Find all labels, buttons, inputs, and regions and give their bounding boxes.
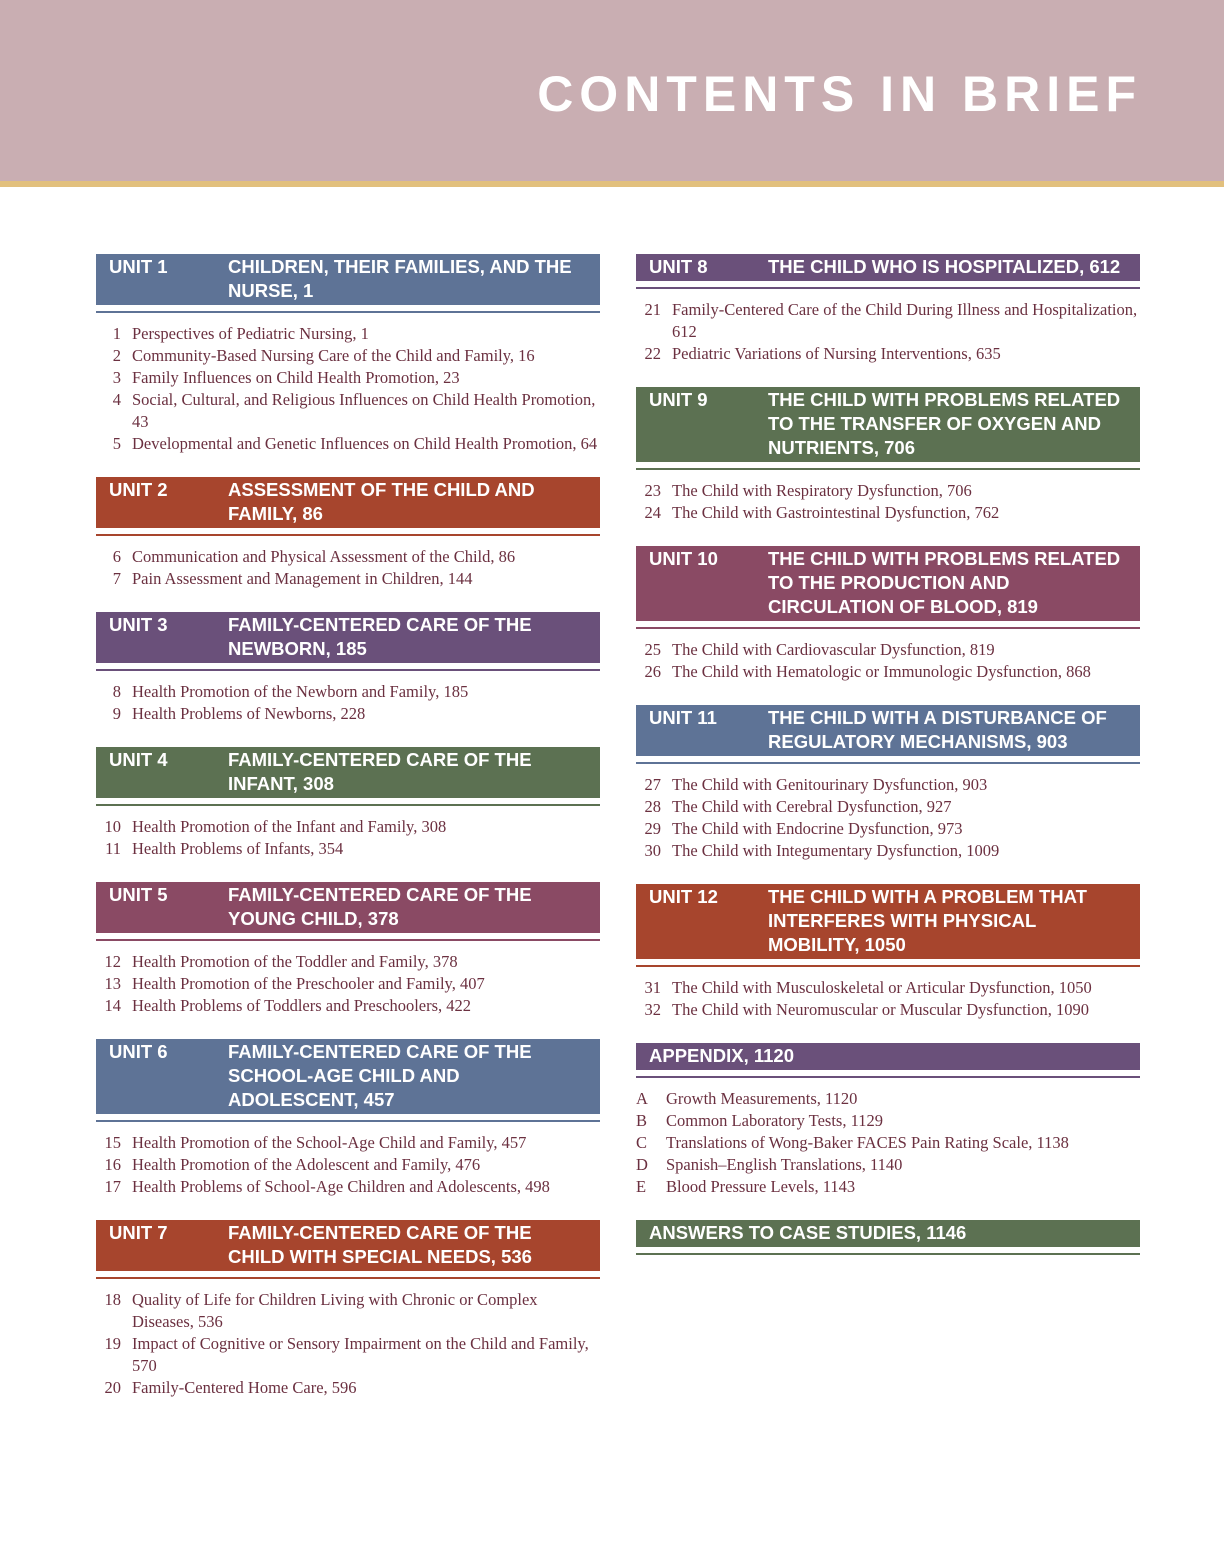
chapter-list bbox=[636, 299, 1140, 365]
answers-section bbox=[636, 1220, 1140, 1255]
unit-heading[interactable] bbox=[96, 612, 600, 663]
chapter-number: 32 bbox=[644, 1000, 661, 1019]
appendix-item[interactable] bbox=[636, 1176, 1140, 1198]
unit-heading[interactable] bbox=[636, 254, 1140, 281]
chapter-number: 20 bbox=[104, 1378, 121, 1397]
chapter-list bbox=[96, 816, 600, 860]
appendix-item[interactable] bbox=[636, 1088, 1140, 1110]
unit-section bbox=[96, 747, 600, 860]
chapter-number: 26 bbox=[644, 662, 661, 681]
chapter-list bbox=[96, 681, 600, 725]
chapter-number: 29 bbox=[644, 819, 661, 838]
unit-rule bbox=[636, 287, 1140, 289]
unit-rule bbox=[96, 1277, 600, 1279]
unit-number: UNIT 2 bbox=[109, 479, 168, 500]
unit-title: THE CHILD WHO IS HOSPITALIZED, 612 bbox=[768, 256, 1121, 277]
appendix-letter: B bbox=[636, 1111, 648, 1130]
chapter-item[interactable] bbox=[96, 345, 600, 367]
unit-number: UNIT 5 bbox=[109, 884, 168, 905]
unit-section bbox=[96, 477, 600, 590]
chapter-number: 27 bbox=[644, 775, 661, 794]
page-title: CONTENTS IN BRIEF bbox=[537, 66, 1142, 122]
chapter-title: Health Problems of School-Age Children and Adolescents, 498 bbox=[132, 1177, 550, 1196]
chapter-list bbox=[96, 1132, 600, 1198]
unit-section bbox=[96, 882, 600, 1017]
unit-rule bbox=[96, 669, 600, 671]
chapter-number: 31 bbox=[644, 978, 661, 997]
chapter-title: Pain Assessment and Management in Children, 144 bbox=[132, 569, 473, 588]
chapter-list bbox=[96, 1289, 600, 1399]
chapter-title: Communication and Physical Assessment of the Child, 86 bbox=[132, 547, 516, 566]
appendix-heading[interactable]: APPENDIX, 1120 bbox=[636, 1043, 1140, 1070]
unit-rule bbox=[636, 627, 1140, 629]
chapter-title: The Child with Neuromuscular or Muscular Dysfunction, 1090 bbox=[672, 1000, 1090, 1019]
right-column bbox=[636, 254, 1140, 1277]
chapter-title: Health Promotion of the Adolescent and Family, 476 bbox=[132, 1155, 481, 1174]
chapter-number: 24 bbox=[644, 503, 661, 522]
chapter-title: The Child with Hematologic or Immunologic Dysfunction, 868 bbox=[672, 662, 1091, 681]
chapter-number: 10 bbox=[104, 817, 121, 836]
chapter-number: 23 bbox=[644, 481, 661, 500]
chapter-title: Impact of Cognitive or Sensory Impairment on the Child and Family, 570 bbox=[132, 1334, 589, 1375]
chapter-item[interactable] bbox=[636, 343, 1140, 365]
header-rule bbox=[0, 181, 1224, 187]
chapter-list bbox=[96, 546, 600, 590]
chapter-item[interactable] bbox=[96, 546, 600, 568]
unit-section bbox=[636, 254, 1140, 365]
unit-title: FAMILY-CENTERED CARE OF THE INFANT, 308 bbox=[228, 749, 532, 794]
chapter-title: Health Problems of Newborns, 228 bbox=[132, 704, 366, 723]
chapter-title: Family Influences on Child Health Promotion, 23 bbox=[132, 368, 460, 387]
chapter-title: Health Promotion of the Newborn and Family, 185 bbox=[132, 682, 469, 701]
chapter-number: 9 bbox=[112, 704, 121, 723]
unit-section bbox=[96, 612, 600, 725]
chapter-number: 15 bbox=[104, 1133, 121, 1152]
unit-number: UNIT 12 bbox=[649, 886, 718, 907]
unit-rule bbox=[96, 534, 600, 536]
unit-title: THE CHILD WITH PROBLEMS RELATED TO THE PRODUCTION AND CIRCULATION OF BLOOD, 819 bbox=[768, 548, 1121, 617]
chapter-item[interactable] bbox=[636, 840, 1140, 862]
appendix-rule bbox=[636, 1076, 1140, 1078]
unit-rule bbox=[96, 1120, 600, 1122]
chapter-number: 16 bbox=[104, 1155, 121, 1174]
chapter-title: The Child with Endocrine Dysfunction, 973 bbox=[672, 819, 963, 838]
chapter-number: 11 bbox=[105, 839, 121, 858]
unit-section bbox=[96, 1220, 600, 1399]
chapter-item[interactable] bbox=[96, 1132, 600, 1154]
unit-section bbox=[96, 254, 600, 455]
appendix-title: Blood Pressure Levels, 1143 bbox=[666, 1177, 856, 1196]
unit-heading[interactable] bbox=[96, 254, 600, 305]
appendix-title: Common Laboratory Tests, 1129 bbox=[666, 1111, 883, 1130]
unit-heading[interactable] bbox=[96, 882, 600, 933]
chapter-item[interactable] bbox=[636, 639, 1140, 661]
unit-title: FAMILY-CENTERED CARE OF THE YOUNG CHILD, 378 bbox=[228, 884, 532, 929]
appendix-title: Translations of Wong-Baker FACES Pain Rating Scale, 1138 bbox=[666, 1133, 1069, 1152]
chapter-number: 7 bbox=[112, 569, 121, 588]
unit-heading[interactable] bbox=[636, 705, 1140, 756]
unit-section bbox=[636, 884, 1140, 1021]
chapter-item[interactable] bbox=[636, 977, 1140, 999]
chapter-item[interactable] bbox=[636, 999, 1140, 1021]
unit-heading[interactable] bbox=[96, 747, 600, 798]
answers-heading[interactable]: ANSWERS TO CASE STUDIES, 1146 bbox=[636, 1220, 1140, 1247]
chapter-list bbox=[96, 323, 600, 455]
appendix-section bbox=[636, 1043, 1140, 1198]
chapter-item[interactable] bbox=[96, 389, 600, 433]
chapter-item[interactable] bbox=[636, 774, 1140, 796]
unit-rule bbox=[636, 762, 1140, 764]
unit-rule bbox=[96, 804, 600, 806]
chapter-number: 22 bbox=[644, 344, 661, 363]
unit-section bbox=[96, 1039, 600, 1198]
chapter-item[interactable] bbox=[96, 1176, 600, 1198]
unit-title: FAMILY-CENTERED CARE OF THE SCHOOL-AGE CHILD AND ADOLESCENT, 457 bbox=[228, 1041, 532, 1110]
unit-title: THE CHILD WITH A DISTURBANCE OF REGULATORY MECHANISMS, 903 bbox=[768, 707, 1107, 752]
chapter-title: Community-Based Nursing Care of the Child and Family, 16 bbox=[132, 346, 535, 365]
chapter-list bbox=[636, 977, 1140, 1021]
unit-number: UNIT 3 bbox=[109, 614, 168, 635]
appendix-letter: D bbox=[636, 1155, 648, 1174]
unit-title: CHILDREN, THEIR FAMILIES, AND THE NURSE, 1 bbox=[228, 256, 572, 301]
chapter-number: 30 bbox=[644, 841, 661, 860]
chapter-title: The Child with Cerebral Dysfunction, 927 bbox=[672, 797, 952, 816]
chapter-title: Social, Cultural, and Religious Influences on Child Health Promotion, 43 bbox=[132, 390, 596, 431]
chapter-list bbox=[636, 480, 1140, 524]
chapter-item[interactable] bbox=[96, 973, 600, 995]
unit-section bbox=[636, 387, 1140, 524]
chapter-item[interactable] bbox=[636, 480, 1140, 502]
appendix-item[interactable] bbox=[636, 1110, 1140, 1132]
chapter-number: 21 bbox=[644, 300, 661, 319]
unit-number: UNIT 9 bbox=[649, 389, 708, 410]
unit-title: THE CHILD WITH A PROBLEM THAT INTERFERES WITH PHYSICAL MOBILITY, 1050 bbox=[768, 886, 1087, 955]
chapter-title: The Child with Respiratory Dysfunction, 706 bbox=[672, 481, 972, 500]
unit-section bbox=[636, 546, 1140, 683]
unit-title: FAMILY-CENTERED CARE OF THE CHILD WITH SPECIAL NEEDS, 536 bbox=[228, 1222, 532, 1267]
chapter-item[interactable] bbox=[96, 568, 600, 590]
chapter-title: Health Promotion of the Preschooler and Family, 407 bbox=[132, 974, 485, 993]
chapter-item[interactable] bbox=[96, 838, 600, 860]
chapter-number: 3 bbox=[112, 368, 121, 387]
left-column bbox=[96, 254, 600, 1421]
chapter-title: The Child with Musculoskeletal or Articular Dysfunction, 1050 bbox=[672, 978, 1092, 997]
chapter-item[interactable] bbox=[96, 1289, 600, 1333]
chapter-number: 6 bbox=[112, 547, 121, 566]
unit-rule bbox=[96, 311, 600, 313]
appendix-item[interactable] bbox=[636, 1132, 1140, 1154]
unit-number: UNIT 6 bbox=[109, 1041, 168, 1062]
unit-title: ASSESSMENT OF THE CHILD AND FAMILY, 86 bbox=[228, 479, 535, 524]
unit-heading[interactable] bbox=[636, 884, 1140, 959]
chapter-item[interactable] bbox=[96, 367, 600, 389]
unit-rule bbox=[636, 965, 1140, 967]
unit-number: UNIT 4 bbox=[109, 749, 168, 770]
chapter-item[interactable] bbox=[96, 1377, 600, 1399]
unit-heading[interactable] bbox=[96, 1039, 600, 1114]
chapter-title: Health Problems of Toddlers and Preschoolers, 422 bbox=[132, 996, 472, 1015]
unit-title: THE CHILD WITH PROBLEMS RELATED TO THE TRANSFER OF OXYGEN AND NUTRIENTS, 706 bbox=[768, 389, 1121, 458]
chapter-list bbox=[636, 639, 1140, 683]
appendix-letter: E bbox=[636, 1177, 647, 1196]
appendix-item[interactable] bbox=[636, 1154, 1140, 1176]
chapter-number: 2 bbox=[112, 346, 121, 365]
chapter-number: 8 bbox=[112, 682, 121, 701]
appendix-letter: A bbox=[636, 1089, 648, 1108]
unit-section bbox=[636, 705, 1140, 862]
chapter-item[interactable] bbox=[96, 995, 600, 1017]
answers-rule bbox=[636, 1253, 1140, 1255]
unit-heading[interactable] bbox=[96, 1220, 600, 1271]
chapter-title: Pediatric Variations of Nursing Interventions, 635 bbox=[672, 344, 1001, 363]
chapter-item[interactable] bbox=[636, 818, 1140, 840]
chapter-item[interactable] bbox=[96, 703, 600, 725]
chapter-title: Health Problems of Infants, 354 bbox=[132, 839, 344, 858]
appendix-title: Spanish–English Translations, 1140 bbox=[666, 1155, 903, 1174]
chapter-title: The Child with Gastrointestinal Dysfunction, 762 bbox=[672, 503, 1000, 522]
unit-title: FAMILY-CENTERED CARE OF THE NEWBORN, 185 bbox=[228, 614, 532, 659]
chapter-item[interactable] bbox=[96, 951, 600, 973]
unit-number: UNIT 8 bbox=[649, 256, 708, 277]
unit-heading[interactable] bbox=[636, 546, 1140, 621]
chapter-title: Family-Centered Home Care, 596 bbox=[132, 1378, 357, 1397]
chapter-item[interactable] bbox=[96, 1333, 600, 1377]
unit-rule bbox=[96, 939, 600, 941]
chapter-title: Quality of Life for Children Living with Chronic or Complex Diseases, 536 bbox=[132, 1290, 538, 1331]
chapter-number: 13 bbox=[104, 974, 121, 993]
chapter-title: Health Promotion of the School-Age Child and Family, 457 bbox=[132, 1133, 527, 1152]
chapter-item[interactable] bbox=[96, 323, 600, 345]
chapter-number: 28 bbox=[644, 797, 661, 816]
appendix-list bbox=[636, 1088, 1140, 1198]
unit-heading[interactable] bbox=[636, 387, 1140, 462]
unit-number: UNIT 11 bbox=[649, 707, 717, 728]
chapter-title: The Child with Integumentary Dysfunction, 1009 bbox=[672, 841, 1000, 860]
chapter-number: 14 bbox=[104, 996, 121, 1015]
chapter-item[interactable] bbox=[96, 1154, 600, 1176]
chapter-item[interactable] bbox=[636, 796, 1140, 818]
chapter-number: 17 bbox=[104, 1177, 121, 1196]
chapter-item[interactable] bbox=[636, 661, 1140, 683]
unit-number: UNIT 10 bbox=[649, 548, 718, 569]
chapter-title: Health Promotion of the Infant and Family, 308 bbox=[132, 817, 447, 836]
page-header bbox=[0, 0, 1224, 181]
unit-number: UNIT 1 bbox=[109, 256, 168, 277]
chapter-title: Health Promotion of the Toddler and Family, 378 bbox=[132, 952, 458, 971]
chapter-item[interactable] bbox=[96, 816, 600, 838]
chapter-item[interactable] bbox=[636, 502, 1140, 524]
chapter-title: The Child with Cardiovascular Dysfunction, 819 bbox=[672, 640, 995, 659]
chapter-number: 19 bbox=[104, 1334, 121, 1353]
chapter-number: 12 bbox=[104, 952, 121, 971]
chapter-title: Family-Centered Care of the Child During Illness and Hospitalization, 612 bbox=[672, 300, 1138, 341]
chapter-title: Developmental and Genetic Influences on Child Health Promotion, 64 bbox=[132, 434, 598, 453]
chapter-number: 4 bbox=[112, 390, 121, 409]
chapter-item[interactable] bbox=[96, 681, 600, 703]
chapter-item[interactable] bbox=[636, 299, 1140, 343]
chapter-list bbox=[636, 774, 1140, 862]
chapter-number: 1 bbox=[112, 324, 121, 343]
chapter-number: 18 bbox=[104, 1290, 121, 1309]
appendix-title: Growth Measurements, 1120 bbox=[666, 1089, 858, 1108]
chapter-title: The Child with Genitourinary Dysfunction, 903 bbox=[672, 775, 988, 794]
unit-rule bbox=[636, 468, 1140, 470]
chapter-number: 5 bbox=[112, 434, 121, 453]
chapter-title: Perspectives of Pediatric Nursing, 1 bbox=[132, 324, 369, 343]
unit-heading[interactable] bbox=[96, 477, 600, 528]
unit-number: UNIT 7 bbox=[109, 1222, 168, 1243]
chapter-item[interactable] bbox=[96, 433, 600, 455]
chapter-list bbox=[96, 951, 600, 1017]
chapter-number: 25 bbox=[644, 640, 661, 659]
appendix-letter: C bbox=[636, 1133, 648, 1152]
